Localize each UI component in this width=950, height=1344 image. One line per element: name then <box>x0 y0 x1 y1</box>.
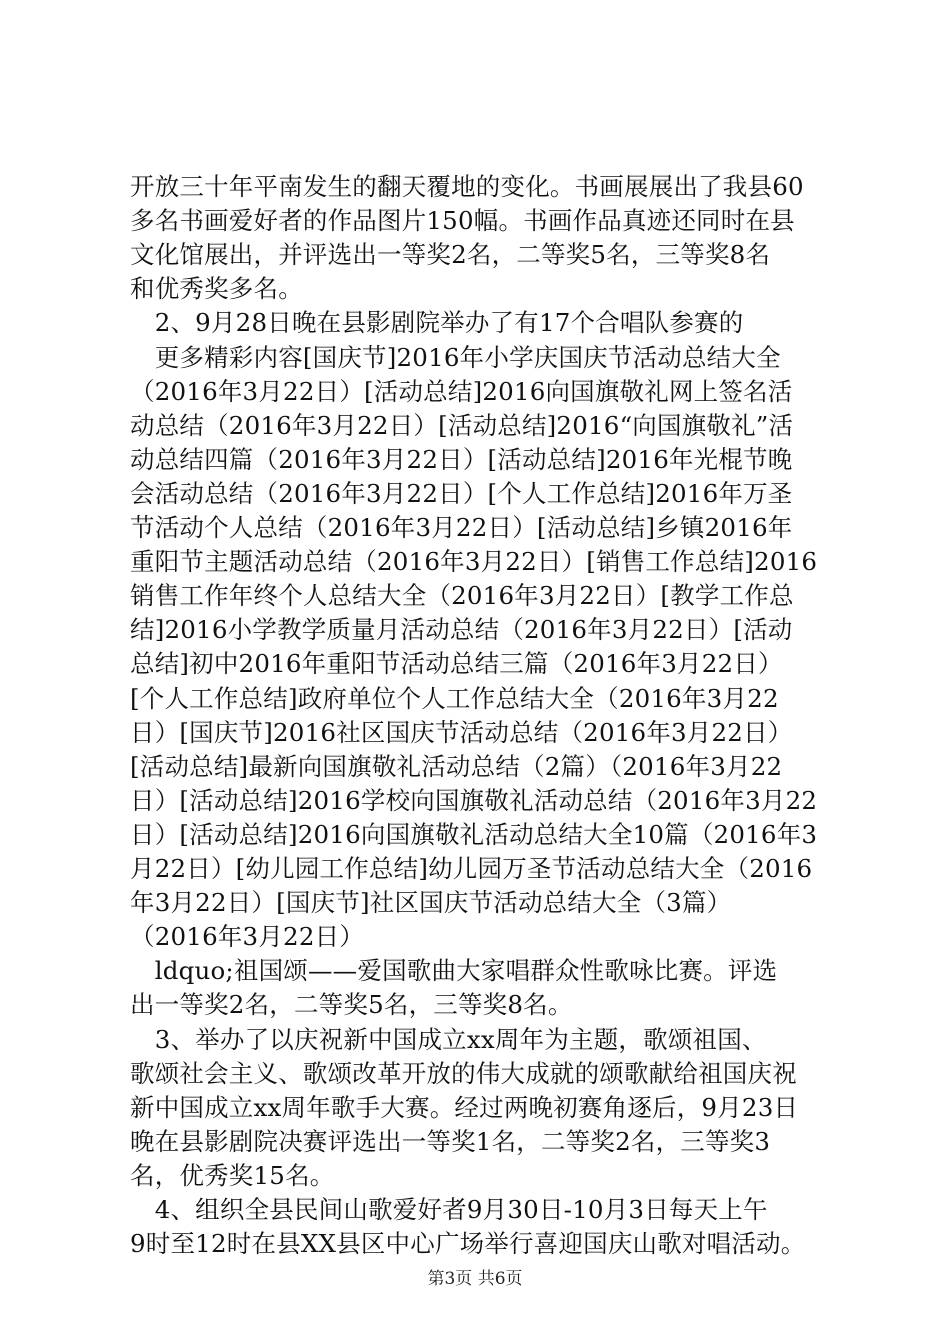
text-line: 日）[活动总结]2016学校向国旗敬礼活动总结（2016年3月22 <box>130 785 818 815</box>
text-line: 多名书画爱好者的作品图片150幅。书画作品真迹还同时在县 <box>130 206 795 236</box>
text-line: （2016年3月22日） <box>130 922 365 952</box>
text-line: 结]2016小学教学质量月活动总结（2016年3月22日）[活动 <box>130 615 793 645</box>
text-line: 日）[国庆节]2016社区国庆节活动总结（2016年3月22日） <box>130 717 793 747</box>
text-line: 4、组织全县民间山歌爱好者9月30日-10月3日每天上午 <box>130 1195 768 1224</box>
text-line: 更多精彩内容[国庆节]2016年小学庆国庆节活动总结大全 <box>130 342 781 372</box>
text-line: 重阳节主题活动总结（2016年3月22日）[销售工作总结]2016 <box>130 547 818 577</box>
text-line: 文化馆展出，并评选出一等奖2名，二等奖5名，三等奖8名 <box>130 240 771 270</box>
text-line: 歌颂社会主义、歌颂改革开放的伟大成就的颂歌献给祖国庆祝 <box>130 1058 797 1088</box>
text-line: 出一等奖2名，二等奖5名，三等奖8名。 <box>130 990 573 1020</box>
text-line: 名，优秀奖15名。 <box>130 1160 335 1190</box>
text-line: 2、9月28日晚在县影剧院举办了有17个合唱队参赛的 <box>130 308 744 338</box>
text-line: 9时至12时在县XX县区中心广场举行喜迎国庆山歌对唱活动。 <box>130 1229 806 1259</box>
text-line: 开放三十年平南发生的翻天覆地的变化。书画展展出了我县60 <box>130 172 804 201</box>
text-line: （2016年3月22日）[活动总结]2016向国旗敬礼网上签名活 <box>130 376 793 406</box>
text-line: 日）[活动总结]2016向国旗敬礼活动总结大全10篇（2016年3 <box>130 819 818 849</box>
text-line: 总结]初中2016年重阳节活动总结三篇（2016年3月22日） <box>130 649 783 679</box>
text-line: 晚在县影剧院决赛评选出一等奖1名，二等奖2名，三等奖3 <box>130 1126 771 1156</box>
text-line: 和优秀奖多名。 <box>130 274 303 304</box>
text-line: 销售工作年终个人总结大全（2016年3月22日）[教学工作总 <box>130 581 794 611</box>
text-line: 3、举办了以庆祝新中国成立xx周年为主题，歌颂祖国、 <box>130 1024 767 1054</box>
text-line: [个人工作总结]政府单位个人工作总结大全（2016年3月22 <box>130 683 779 713</box>
text-line: 新中国成立xx周年歌手大赛。经过两晚初赛角逐后，9月23日 <box>130 1092 799 1122</box>
text-line: 动总结四篇（2016年3月22日）[活动总结]2016年光棍节晚 <box>130 444 793 474</box>
text-line: [活动总结]最新向国旗敬礼活动总结（2篇）（2016年3月22 <box>130 751 783 781</box>
text-line: 动总结（2016年3月22日）[活动总结]2016“向国旗敬礼”活 <box>130 410 794 440</box>
text-line: ldquo;祖国颂——爱国歌曲大家唱群众性歌咏比赛。评选 <box>130 956 778 986</box>
text-line: 会活动总结（2016年3月22日）[个人工作总结]2016年万圣 <box>130 478 793 508</box>
text-line: 年3月22日）[国庆节]社区国庆节活动总结大全（3篇） <box>130 888 732 918</box>
text-line: 月22日）[幼儿园工作总结]幼儿园万圣节活动总结大全（2016 <box>130 854 813 883</box>
text-line: 节活动个人总结（2016年3月22日）[活动总结]乡镇2016年 <box>130 513 793 542</box>
page-footer: 第3页 共6页 <box>427 1269 523 1289</box>
